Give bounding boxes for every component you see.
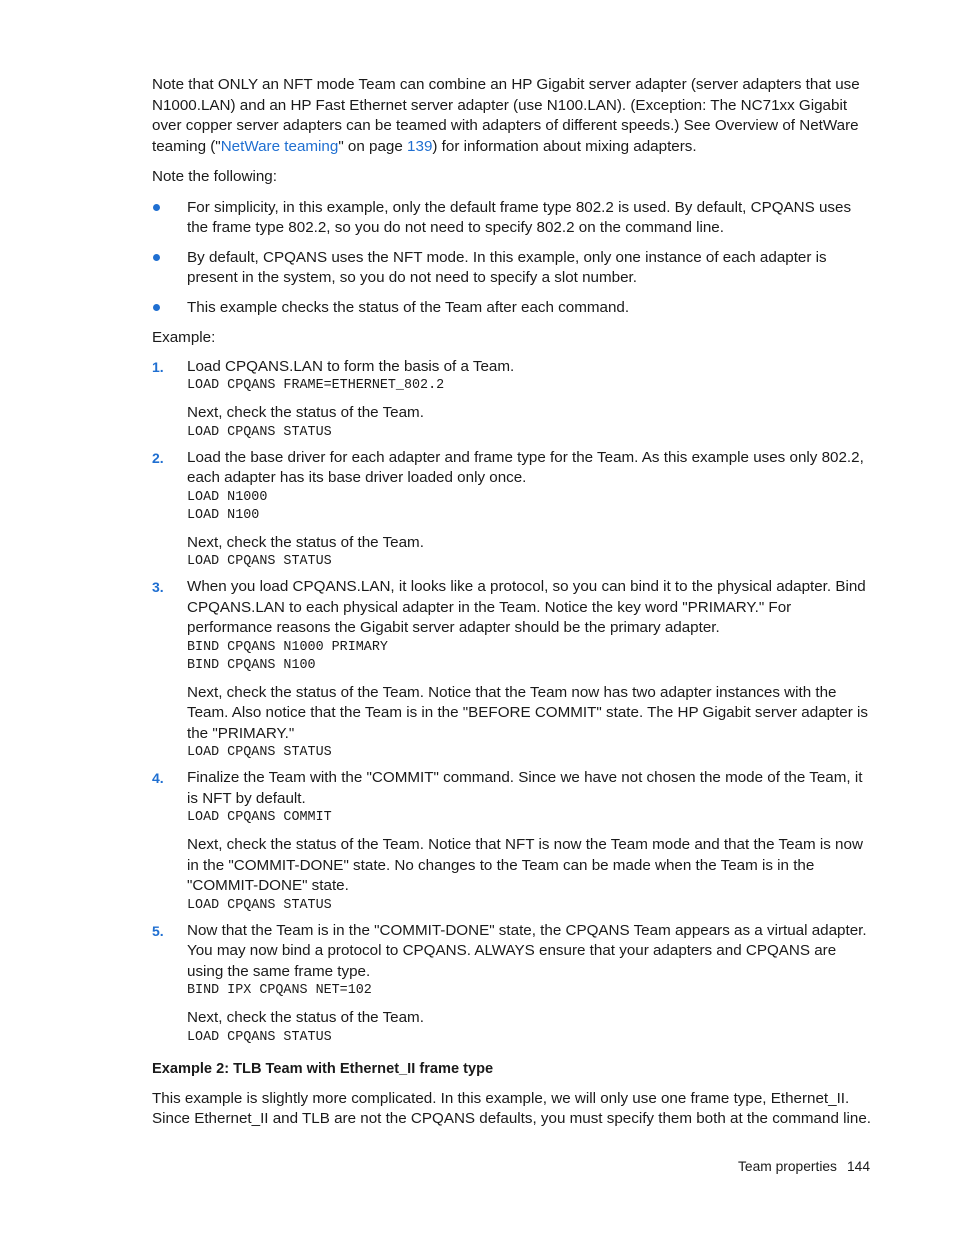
example2-heading: Example 2: TLB Team with Ethernet_II frame type	[152, 1060, 494, 1077]
example-label: Example:	[152, 329, 216, 346]
step-item	[152, 357, 872, 442]
step-followup-text: Next, check the status of the Team.	[187, 1009, 424, 1026]
document-body	[152, 75, 872, 1130]
steps-list	[152, 357, 872, 1047]
step-code: LOAD CPQANS FRAME=ETHERNET_802.2	[187, 378, 445, 393]
step-number: 2.	[152, 449, 164, 466]
step-followup-text: Next, check the status of the Team.	[187, 404, 424, 421]
step-followup-code: LOAD CPQANS STATUS	[187, 554, 332, 569]
step-item	[152, 768, 872, 915]
bullet-icon	[153, 204, 160, 211]
bullet-item	[152, 248, 872, 289]
step-code: LOAD CPQANS COMMIT	[187, 810, 332, 825]
step-text: Load CPQANS.LAN to form the basis of a Team.	[187, 357, 515, 375]
step-number: 1.	[152, 358, 164, 375]
step-text: Finalize the Team with the "COMMIT" command. Since we have not chosen the mode of the Team, it is NFT by default.	[187, 769, 863, 807]
page-footer	[738, 1157, 870, 1177]
intro-text-before: Note that ONLY an NFT mode Team can combine an HP Gigabit server adapter (server adapters that use N1000.LAN) and an HP Fast Ethernet server adapter (use N100.LAN). (Exception: The NC71xx Gigabit over copper server adapters can be teamed with adapters of different speeds.) See Overview of NetWare teaming ("	[152, 76, 860, 155]
step-number: 5.	[152, 922, 164, 939]
step-number: 4.	[152, 770, 164, 786]
step-text: When you load CPQANS.LAN, it looks like a protocol, so you can bind it to the physical adapter. Bind CPQANS.LAN to each physical adapter in the Team. Notice the key word "PRIMARY." For performance reasons the Gigabit server adapter should be the primary adapter.	[187, 578, 866, 636]
intro-text-after: ) for information about mixing adapters.	[432, 137, 697, 155]
step-item	[152, 921, 872, 1047]
footer-section-title: Team properties	[738, 1159, 837, 1174]
bullet-icon	[153, 304, 160, 311]
step-text: Load the base driver for each adapter and frame type for the Team. As this example uses only 802.2, each adapter has its base driver loaded only once.	[187, 448, 864, 486]
step-code: LOAD N1000 LOAD N100	[187, 489, 268, 523]
bullet-item	[152, 198, 872, 239]
step-followup-code: LOAD CPQANS STATUS	[187, 424, 332, 440]
intro-text-middle: " on page	[338, 137, 408, 155]
step-item	[152, 448, 872, 572]
example2-paragraph: This example is slightly more complicated. In this example, we will only use one frame type, Ethernet_II. Since Ethernet_II and TLB are not the CPQANS defaults, you must specify them both at the command line.	[152, 1089, 871, 1127]
footer-page-number: 144	[846, 1159, 870, 1174]
bullet-item	[152, 298, 872, 319]
step-followup-text: Next, check the status of the Team. Notice that the Team now has two adapter instances with the Team. Also notice that the Team is in the "BEFORE COMMIT" state. The HP Gigabit server adapter is the "PRIMARY."	[187, 683, 869, 742]
bullet-text: For simplicity, in this example, only the default frame type 802.2 is used. By default, CPQANS uses the frame type 802.2, so you do not need to specify 802.2 on the command line.	[187, 198, 852, 236]
step-followup-code: LOAD CPQANS STATUS	[187, 745, 332, 760]
page-139-link[interactable]: 139	[407, 137, 433, 155]
bullet-text: This example checks the status of the Team after each command.	[187, 298, 630, 316]
step-number: 3.	[152, 579, 164, 595]
step-followup-text: Next, check the status of the Team. Notice that NFT is now the Team mode and that the Team is now in the "COMMIT-DONE" state. No changes to the Team can be made when the Team is in the "COMMIT-DONE" state.	[187, 836, 863, 894]
netware-teaming-link[interactable]: NetWare teaming	[220, 137, 339, 155]
bullet-text: By default, CPQANS uses the NFT mode. In this example, only one instance of each adapter is present in the system, so you do not need to specify a slot number.	[187, 248, 827, 286]
step-code: BIND CPQANS N1000 PRIMARY BIND CPQANS N100	[187, 639, 388, 673]
note-bullet-list	[152, 198, 872, 319]
step-followup-code: LOAD CPQANS STATUS	[187, 1029, 332, 1045]
note-label: Note the following:	[152, 168, 277, 185]
step-text: Now that the Team is in the "COMMIT-DONE" state, the CPQANS Team appears as a virtual adapter. You may now bind a protocol to CPQANS. ALWAYS ensure that your adapters and CPQANS are using the same frame type.	[187, 921, 867, 980]
step-followup-code: LOAD CPQANS STATUS	[187, 897, 332, 913]
intro-paragraph	[152, 75, 872, 157]
step-followup-text: Next, check the status of the Team.	[187, 533, 424, 551]
step-code: BIND IPX CPQANS NET=102	[187, 983, 372, 998]
bullet-icon	[153, 254, 160, 261]
step-item	[152, 577, 872, 762]
